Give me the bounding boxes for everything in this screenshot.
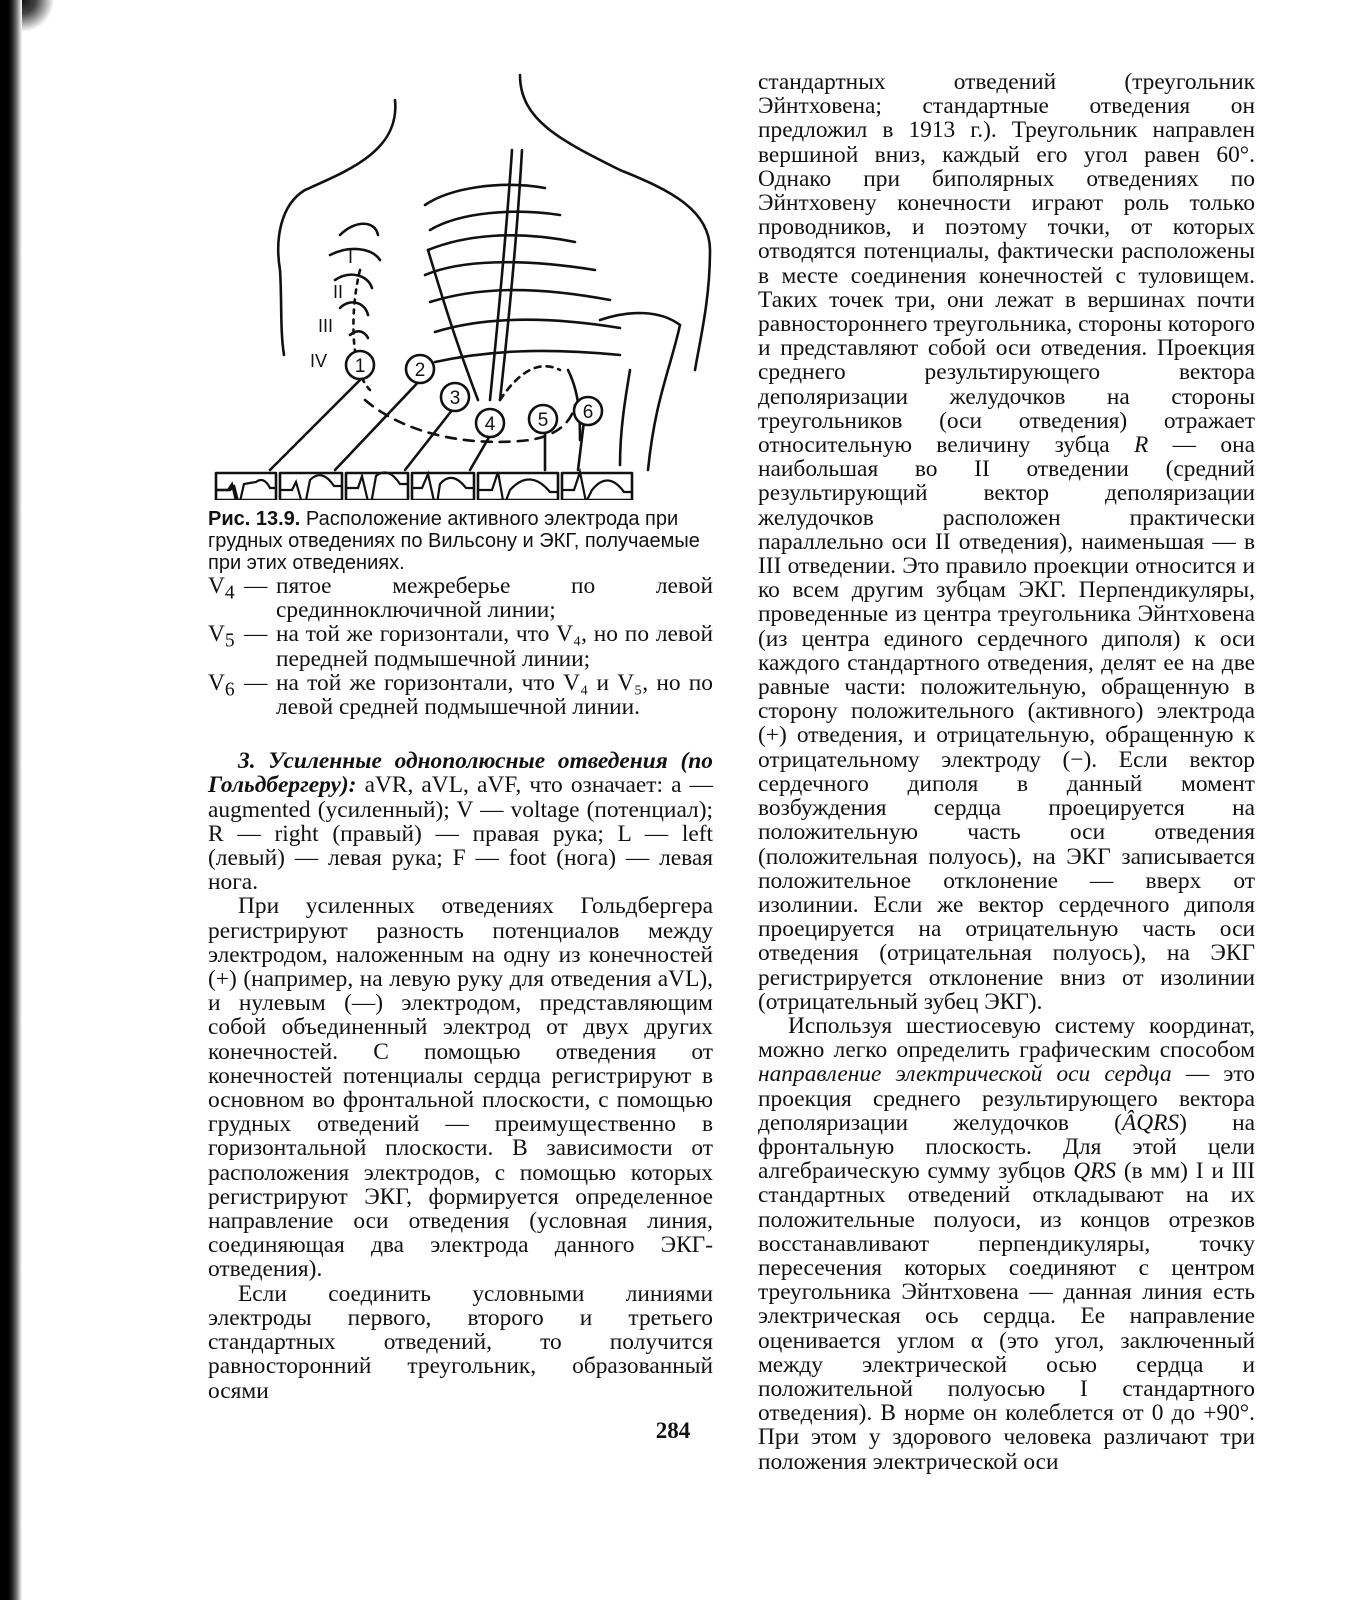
ecg-box-v2 [280,473,342,500]
ecg-box-v6 [562,473,632,500]
lead-v6: $V_6$ — на той же горизонтали, что V₄ и V₅, но по левой средней подмышечной линии. [208,669,713,721]
svg-text:1: 1 [354,356,366,377]
lead-v5: $V_5$ — на той же горизонтали, что V₄, но по левой передней подмышечной линии; [208,621,713,672]
electrode-1 [346,351,374,379]
rib-label-1: I [348,247,354,267]
electrode-5 [529,405,557,433]
rib-label-4: IV [310,351,328,371]
scan-edge [0,0,22,1600]
svg-text:3: 3 [449,388,461,409]
sternum-line [490,150,512,400]
ecg-trace-v5 [478,472,558,500]
left-paragraph-1: 3. Усиленные однополюсные отведения (по Гольдбергеру): aVR, aVL, aVF, что означает: a — augmented (усиленный); V — voltage (потенциал); R — right (правый) — правая рука; L — left (левый) — левая рука; F — foot (нога) — левая нога. [208,748,713,896]
scan-edge-top [22,0,62,40]
page-number: 284 [655,1418,691,1443]
left-paragraph-3: Если соединить условными линиями электроды первого, второго и третьего стандартных отведений, то получится равносторонний треугольник, образованный осями [208,1280,713,1404]
right-column [758,70,1255,1474]
electrode-3 [441,383,469,411]
electrode-2 [406,355,434,383]
lead-v6-text: на той же горизонтали, что V₄ и V₅, но по левой средней подмышечной линии. [276,669,713,721]
torso-left-outline [278,100,395,355]
svg-text:4: 4 [484,414,496,435]
caption-label: Рис. 13.9. [208,508,301,530]
rib-label-2: II [333,282,344,302]
chest-leads-list [208,574,713,719]
svg-text:6: 6 [582,402,594,423]
goldberger-heading: 3. Усиленные однополюсные отведения (по Гольдбергеру): [208,748,713,799]
lead-v4: $V_4$ — пятое межреберье по левой срединноключичной линии; [208,573,713,624]
figure-caption [208,508,713,574]
left-column [208,70,713,1403]
chest-diagram [200,70,720,500]
electrical-axis-term: направление электрической оси сердца [758,1061,1172,1088]
lead-v4-text: пятое межреберье по левой срединноключичной линии; [276,573,713,624]
torso-right-outline [520,75,710,370]
ecg-trace-v6 [562,472,632,500]
electrode-4 [476,409,504,437]
ecg-trace-v2 [280,475,342,500]
lead-v5-text: на той же горизонтали, что V₄, но по левой передней подмышечной линии; [276,621,713,672]
ecg-trace-v4 [412,474,474,500]
ecg-box-v3 [346,473,408,500]
right-paragraph-1: стандартных отведений (треугольник Эйнтховена; стандартные отведения он предложил в 1913 г.). Треугольник направлен вершиной вниз, каждый его угол равен 60°. Однако при биполярных отведениях по Эйнтховену конечности играют роль только проводников, и поэтому точки, от которых отводятся потенциалы, фактически расположены в месте соединения конечностей с туловищем. Таких точек три, они лежат в вершинах почти равностороннего треугольника, стороны которого и представляют собой оси отведения. Проекция среднего результирующего вектора деполяризации желудочков на стороны треугольников (оси отведения) отражает относительную величину зубца R — она наибольшая во II отведении (средний результирующий вектор деполяризации желудочков расположен практически параллельно оси II отведения), наименьшая — в III отведении. Это правило проекции относится и ко всем другим зубцам ЭКГ. Перпендикуляры, проведенные из центра треугольника Эйнтховена (из центра единого сердечного диполя) к оси каждого стандартного отведения, делят ее на две равные части: положительную, обращенную в сторону положительного (активного) электрода (+) отведения, и отрицательную, обращенную к отрицательному электроду (−). Если вектор сердечного диполя в данный момент возбуждения сердца проецируется на положительную часть оси отведения (положительная полуось), на ЭКГ записывается положительное отклонение — вверх от изолинии. Если же вектор сердечного диполя проецируется на отрицательную часть оси отведения (отрицательная полуось), на ЭКГ регистрируется отклонение вниз от изолинии (отрицательный зубец ЭКГ). [758,69,1255,1015]
right-paragraph-2: Используя шестиосевую систему координат, можно легко определить графическим способом направление электрической оси сердца — это проекция среднего результирующего вектора деполяризации желудочков (ÂQRS) на фронтальную плоскость. Для этой цели алгебраическую сумму зубцов QRS (в мм) I и III стандартных отведений откладывают на их положительные полуоси, из концов отрезков восстанавливают перпендикуляры, точку пересечения которых соединяют с центром треугольника Эйнтховена — данная линия есть электрическая ось сердца. Ее направление оценивается углом α (это угол, заключенный между электрической осью сердца и положительной полуосью I стандартного отведения). В норме он колеблется от 0 до +90°. При этом у здорового человека различают три положения электрической оси [758,1012,1256,1475]
chest-leads-figure [208,70,713,500]
electrode-6 [574,397,602,425]
svg-text:5: 5 [537,410,549,431]
left-paragraph-2: При усиленных отведениях Гольдбергера регистрируют разность потенциалов между электродом, наложенным на одну из конечностей (+) (например, на левую руку для отведения aVL), и нулевым (—) электродом, представляющим собой объединенный электрод от двух других конечностей. С помощью отведения от конечностей потенциалы сердца регистрируют в основном во фронтальной плоскости, с помощью грудных отведений — преимущественно в горизонтальной плоскости. В зависимости от расположения электродов, с помощью которых регистрируют ЭКГ, формируется определенное направление оси отведения (условная линия, соединяющая два электрода данного ЭКГ-отведения). [208,893,713,1283]
svg-text:2: 2 [414,360,426,381]
caption-text: Расположение активного электрода при грудных отведениях по Вильсону и ЭКГ, получаемые при этих отведениях. [208,508,700,574]
ecg-trace-v3 [346,472,408,500]
rib-label-3: III [318,316,334,336]
ecg-trace-v1 [216,480,276,500]
ecg-box-v1 [216,473,276,500]
